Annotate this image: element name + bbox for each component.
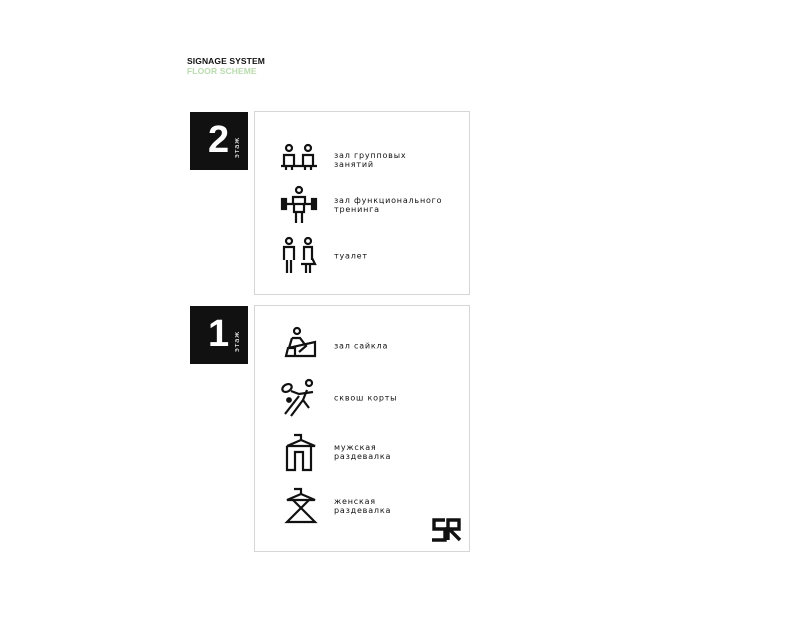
cycle-room-icon — [279, 326, 319, 366]
floor-number: 1 — [208, 313, 230, 355]
room-label: сквош корты — [334, 393, 398, 403]
header-subtitle: FLOOR SCHEME — [187, 66, 257, 76]
floor-1-panel — [254, 305, 470, 552]
floor-word: этаж — [233, 137, 241, 158]
header-title: SIGNAGE SYSTEM — [187, 56, 265, 66]
room-label: мужская раздевалка — [334, 443, 392, 461]
room-label: зал групповых занятий — [334, 151, 407, 169]
squash-court-icon — [279, 378, 319, 418]
room-label: зал функционального тренинга — [334, 196, 443, 214]
room-cycle — [279, 326, 464, 366]
floor-2-panel — [254, 111, 470, 295]
mens-locker-room-icon — [279, 432, 319, 472]
room-mens-locker — [279, 432, 464, 472]
room-group-class — [279, 140, 464, 180]
toilet-icon — [279, 236, 319, 276]
functional-training-icon — [279, 185, 319, 225]
room-functional-training — [279, 185, 464, 225]
group-class-icon — [279, 140, 319, 180]
room-squash — [279, 378, 464, 418]
floor-number: 2 — [208, 119, 230, 161]
room-toilet — [279, 236, 464, 276]
sr-logo-icon — [430, 517, 462, 543]
page-header — [187, 56, 265, 76]
floor-1-badge — [190, 306, 248, 364]
room-label: женская раздевалка — [334, 497, 392, 515]
room-label: туалет — [334, 251, 368, 261]
floor-2-badge — [190, 112, 248, 170]
floor-word: этаж — [233, 331, 241, 352]
room-label: зал сайкла — [334, 341, 389, 351]
womens-locker-room-icon — [279, 486, 319, 526]
